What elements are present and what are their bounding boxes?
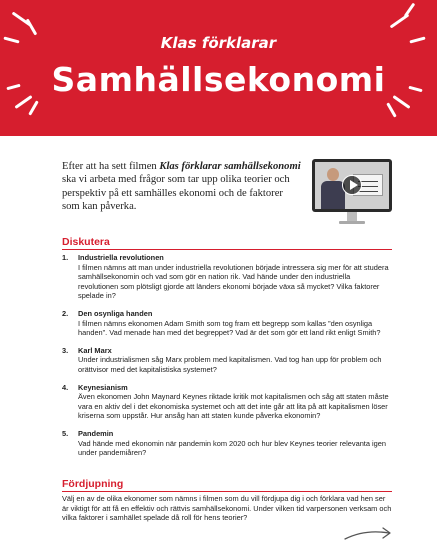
deepen-text: Välj en av de olika ekonomer som nämns i filmen som du vill fördjupa dig i och förklara vad hen ser är viktigt för att få en effektiv och rättvis samhällsekonomi. Under vilken tid varpersonen verksam och vilka faktorer i samhället spelade då roll för hens teorier? xyxy=(62,494,392,523)
film-title: Klas förklarar samhällsekonomi xyxy=(159,161,301,172)
item-body: I filmen nämns ekonomen Adam Smith som tog fram ett begrepp som kallas ”den osynliga handen”. Vad menade han med det begreppet? Vad är det som gör ett land rikt enligt Smith? xyxy=(78,318,381,338)
header-subtitle: Klas förklarar xyxy=(160,34,277,52)
monitor-foot xyxy=(339,221,365,224)
play-icon[interactable] xyxy=(342,175,362,195)
item-title: Den osynliga handen xyxy=(78,308,153,318)
list-item xyxy=(62,346,392,375)
discuss-heading: Diskutera xyxy=(62,236,110,248)
discuss-divider xyxy=(62,249,392,250)
item-title: Pandemin xyxy=(78,428,114,438)
intro-text xyxy=(62,160,302,214)
presenter-head xyxy=(327,168,339,181)
item-number: 5. xyxy=(62,428,69,438)
item-number: 3. xyxy=(62,345,69,355)
item-number: 4. xyxy=(62,382,69,392)
item-title: Keynesianism xyxy=(78,382,128,392)
item-body: Vad hände med ekonomin när pandemin kom 2020 och hur blev Keynes teorier relevanta igen under pandemiåren? xyxy=(78,438,386,458)
video-thumbnail[interactable] xyxy=(312,159,392,227)
list-item xyxy=(62,309,392,338)
monitor-bezel xyxy=(312,159,392,212)
video-screen xyxy=(315,162,389,209)
discussion-list xyxy=(62,253,392,466)
item-number: 2. xyxy=(62,308,69,318)
deepen-heading: Fördjupning xyxy=(62,478,124,490)
item-body: Även ekonomen John Maynard Keynes riktade kritik mot kapitalismen och såg att staten måste vara en aktiv del i det ekonomiska systemet och att det inte går att lita på att kapitalismen löser kriserna som uppstår. Hur ansåg han att staten kunde påverka ekonomin? xyxy=(78,392,389,421)
arrow-right-icon xyxy=(343,524,395,544)
item-number: 1. xyxy=(62,253,69,262)
list-item xyxy=(62,383,392,421)
item-title: Karl Marx xyxy=(78,345,112,355)
header-banner xyxy=(0,0,437,136)
item-body: Under industrialismen såg Marx problem med kapitalismen. Vad tog han upp för problem och orättvisor med det kapitalistiska systemet? xyxy=(78,355,382,374)
item-title: Industriella revolutionen xyxy=(78,253,164,262)
deepen-divider xyxy=(62,491,392,492)
item-body: I filmen nämns att man under industriella revolutionen började intressera sig mer för att studera samhällsekonomin och vad som gör en nation rik. Vad hände under den industriella revolutionen som plötsligt gjorde att länders ekonomi började växa så mycket? Vilka faktorer spelade in? xyxy=(78,262,389,301)
intro-lead: Efter att ha sett filmen xyxy=(62,161,160,172)
list-item xyxy=(62,253,392,301)
list-item xyxy=(62,429,392,458)
page-title: Samhällsekonomi xyxy=(51,60,386,99)
intro-rest: ska vi arbeta med frågor som tar upp olika teorier och perspektiv på ett samhälles ekonomi och de faktorer som kan påverka. xyxy=(62,174,290,213)
